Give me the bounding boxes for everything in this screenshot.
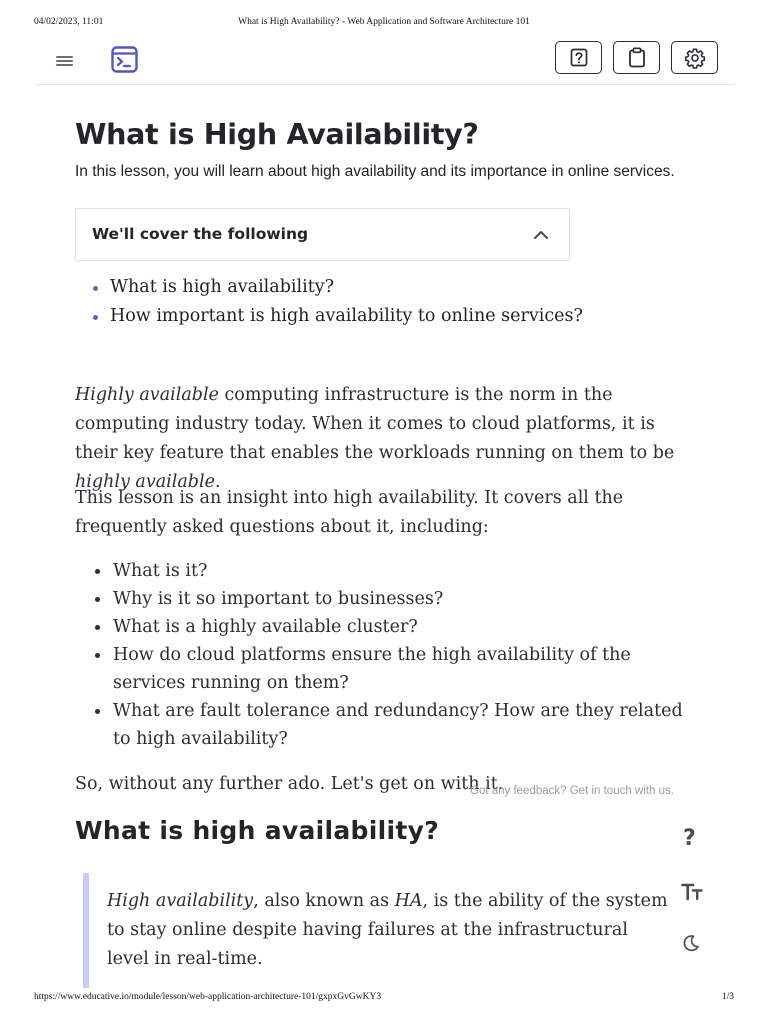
definition-text-part: , is the ability of the system to stay online despite having failures at the infrastructural level in real-time.: [107, 891, 668, 969]
ask-question-button[interactable]: [555, 41, 602, 74]
help-icon[interactable]: ?: [683, 826, 696, 851]
gear-icon: [684, 47, 706, 69]
paragraph-transition: So, without any further ado. Let's get on with it.: [75, 774, 504, 794]
feedback-link[interactable]: Got any feedback? Get in touch with us.: [470, 785, 674, 797]
faq-list-item: How do cloud platforms ensure the high availability of the services running on them?: [95, 641, 685, 697]
lesson-toolbar: [36, 36, 734, 85]
section-heading: What is high availability?: [75, 816, 440, 845]
faq-list-item: What is a highly available cluster?: [95, 613, 685, 641]
console-icon[interactable]: [111, 46, 138, 73]
emphasis-text: highly available: [75, 472, 215, 492]
font-size-icon[interactable]: [681, 882, 703, 902]
print-header: [34, 17, 734, 29]
paragraph-text: computing infrastructure is the norm in the computing industry today. When it comes to cloud platforms, it is their key feature that enables the workloads running on them to be: [75, 385, 675, 463]
print-footer: [34, 992, 734, 1004]
clipboard-icon: [628, 47, 646, 68]
faq-list-item: What is it?: [95, 557, 685, 585]
definition-text-part: , also known as: [253, 891, 395, 911]
paragraph-overview: This lesson is an insight into high availability. It covers all the frequently asked questions about it, including:: [75, 488, 624, 537]
faq-list-item: What are fault tolerance and redundancy? How are they related to high availability?: [95, 697, 685, 753]
definition-blockquote: [83, 873, 683, 988]
faq-list-item: Why is it so important to businesses?: [95, 585, 685, 613]
print-doc-title: What is High Availability? - Web Application and Software Architecture 101: [238, 17, 530, 27]
print-url: https://www.educative.io/module/lesson/web-application-architecture-101/gxpxGvGwKY3: [34, 992, 382, 1002]
paragraph-intro: [75, 381, 685, 497]
emphasis-text: High availability: [107, 891, 254, 911]
emphasis-text: HA: [394, 891, 423, 911]
dark-mode-moon-icon[interactable]: [681, 933, 701, 953]
faq-list: [95, 557, 685, 753]
cover-box-title: We'll cover the following: [92, 225, 309, 243]
cover-list: [93, 274, 583, 332]
paragraph-text: .: [214, 472, 221, 492]
emphasis-text: Highly available: [75, 385, 219, 405]
clipboard-button[interactable]: [613, 41, 660, 74]
cover-list-item[interactable]: How important is high availability to online services?: [93, 303, 583, 332]
cover-toggle[interactable]: [75, 208, 570, 261]
chevron-up-icon: [533, 229, 549, 241]
settings-button[interactable]: [671, 41, 718, 74]
lesson-intro: In this lesson, you will learn about high availability and its importance in online services.: [75, 163, 675, 180]
definition-text: [107, 887, 672, 974]
print-page-number: 1/3: [721, 992, 734, 1002]
cover-list-item[interactable]: What is high availability?: [93, 274, 583, 303]
print-datetime: 04/02/2023, 11:01: [34, 17, 104, 27]
menu-icon[interactable]: [54, 53, 76, 67]
lesson-title: What is High Availability?: [75, 118, 479, 151]
question-square-icon: [570, 48, 588, 68]
